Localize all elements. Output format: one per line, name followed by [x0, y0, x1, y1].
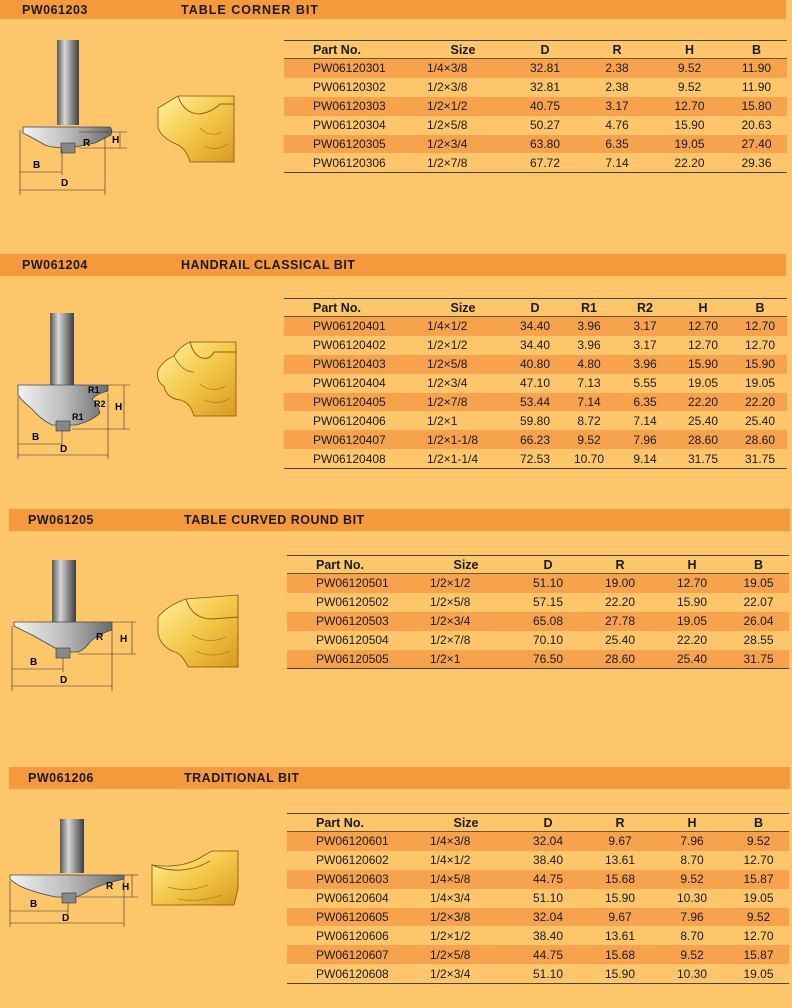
cell: 9.52: [653, 59, 726, 78]
cell: PW06120505: [287, 650, 420, 669]
cell: 1/4×3/8: [417, 59, 509, 78]
bit-diagram: [12, 309, 134, 459]
cell: 27.40: [726, 135, 787, 154]
col-header: H: [656, 814, 728, 832]
cell: PW06120402: [313, 338, 386, 353]
product-code: PW061203: [22, 2, 88, 17]
section-banner: [9, 767, 790, 789]
table-row: [287, 851, 789, 870]
table-row: [284, 153, 787, 172]
cell: PW06120304: [313, 118, 386, 133]
col-header: H: [653, 41, 726, 59]
cell: 50.27: [529, 118, 561, 133]
cell: PW06120607: [287, 945, 420, 964]
cell: 26.04: [728, 612, 789, 631]
cell: 19.00: [584, 574, 656, 593]
cell: 1/4×1/2: [430, 853, 471, 868]
cell: 25.40: [656, 650, 728, 669]
product-title: TABLE CURVED ROUND BIT: [184, 513, 365, 527]
cell: 7.96: [656, 832, 728, 851]
cell: 63.80: [509, 135, 581, 154]
cell: 12.70: [744, 338, 776, 353]
cell: 6.35: [617, 393, 673, 412]
col-header: D: [509, 299, 561, 317]
specs-table: [287, 813, 789, 984]
cell: PW06120301: [284, 59, 417, 78]
cell: 1/2×5/8: [417, 355, 509, 374]
table-row: [284, 430, 787, 449]
table-header: [287, 556, 789, 574]
col-header: R: [584, 556, 656, 574]
dim-r1-label: R1: [88, 385, 100, 395]
cell: 7.14: [561, 393, 617, 412]
cell: PW06120408: [284, 449, 417, 468]
table-row: [284, 135, 787, 154]
cell: 12.70: [743, 853, 774, 868]
cell: PW06120606: [316, 928, 389, 943]
cell: 25.40: [604, 633, 636, 648]
dim-b-label: B: [32, 432, 40, 443]
cell: 1/2×7/8: [417, 393, 509, 412]
cell: 4.80: [561, 355, 617, 374]
cell: 47.10: [519, 376, 551, 391]
cell: PW06120601: [287, 832, 420, 851]
cell: 9.67: [584, 832, 656, 851]
cell: 1/2×1: [427, 413, 458, 428]
cell: 15.68: [584, 945, 656, 964]
cell: 3.17: [633, 338, 657, 353]
cell: PW06120602: [316, 853, 389, 868]
bit-diagram: [8, 556, 138, 691]
table-row: [284, 393, 787, 412]
section-banner: [9, 509, 790, 531]
cell: 10.30: [656, 964, 728, 983]
cell: 19.05: [743, 891, 774, 906]
cell: 1/4×3/8: [420, 832, 512, 851]
col-header: R: [581, 41, 653, 59]
dim-d-label: D: [60, 675, 68, 686]
cell: 51.10: [532, 891, 564, 906]
table-row: [287, 870, 789, 889]
cell: PW06120503: [287, 612, 420, 631]
specs-table: [287, 555, 789, 669]
cell: 1/2×5/8: [427, 118, 468, 133]
cell: 34.40: [509, 317, 561, 336]
cell: 32.81: [529, 80, 561, 95]
col-header: Part No.: [284, 41, 417, 59]
cell: 3.17: [617, 317, 673, 336]
cell: 22.20: [653, 153, 726, 172]
dim-h-label: H: [120, 634, 128, 645]
product-title: TABLE CORNER BIT: [181, 2, 319, 17]
dim-d-label: D: [62, 913, 70, 924]
dim-h-label: H: [115, 402, 123, 413]
col-header: Part No.: [287, 556, 420, 574]
product-title: TRADITIONAL BIT: [184, 771, 300, 785]
cell: 44.75: [512, 870, 584, 889]
col-header: Size: [417, 299, 509, 317]
cell: 31.75: [673, 449, 733, 468]
cell: 40.75: [509, 97, 581, 116]
cell: 25.40: [687, 413, 719, 428]
cell: 1/2×1/2: [417, 97, 509, 116]
cell: 65.08: [512, 612, 584, 631]
cell: 12.70: [673, 317, 733, 336]
table-header: [287, 814, 789, 832]
cell: 22.07: [743, 595, 774, 610]
table-row: [284, 317, 787, 336]
dim-r-label: R: [96, 632, 104, 643]
cell: 7.96: [656, 908, 728, 927]
product-code: PW061206: [28, 771, 94, 785]
cell: 1/2×5/8: [420, 945, 512, 964]
cell: 7.14: [633, 413, 657, 428]
cell: 2.38: [605, 80, 629, 95]
col-header: Part No.: [287, 814, 420, 832]
cell: PW06120605: [287, 908, 420, 927]
cell: 31.75: [733, 449, 787, 468]
cell: 44.75: [512, 945, 584, 964]
cell: 9.52: [728, 832, 789, 851]
cell: 1/2×3/4: [427, 376, 468, 391]
table-row: [287, 593, 789, 612]
cell: 1/2×7/8: [430, 633, 471, 648]
table-row: [284, 355, 787, 374]
table-row: [284, 97, 787, 116]
cell: 19.05: [728, 964, 789, 983]
dim-b-label: B: [30, 657, 38, 668]
dim-d-label: D: [61, 178, 69, 189]
cell: 38.40: [532, 928, 564, 943]
col-header: Size: [417, 41, 509, 59]
product-code: PW061205: [28, 513, 94, 527]
cell: 1/2×1/2: [420, 574, 512, 593]
cell: 38.40: [532, 853, 564, 868]
cell: PW06120407: [284, 430, 417, 449]
cell: PW06120401: [284, 317, 417, 336]
cell: 11.90: [726, 59, 787, 78]
cell: 32.04: [512, 832, 584, 851]
cell: 1/2×3/4: [420, 964, 512, 983]
table-row: [284, 449, 787, 468]
bit-diagram: [15, 35, 127, 195]
cell: 15.90: [673, 355, 733, 374]
dim-r1-label: R1: [72, 412, 84, 422]
cell: PW06120303: [284, 97, 417, 116]
table-row: [287, 631, 789, 650]
cell: 12.70: [687, 338, 719, 353]
cell: 32.04: [512, 908, 584, 927]
cell: 15.87: [728, 945, 789, 964]
table-row: [287, 650, 789, 669]
cell: 1/2×3/8: [427, 80, 468, 95]
cell: 1/2×3/8: [420, 908, 512, 927]
cell: 15.90: [733, 355, 787, 374]
cell: 2.38: [581, 59, 653, 78]
cell: 15.87: [728, 870, 789, 889]
cell: 12.70: [653, 97, 726, 116]
cell: 11.90: [741, 80, 772, 95]
cell: 10.70: [561, 449, 617, 468]
cell: 8.72: [577, 413, 601, 428]
cell: 25.40: [744, 413, 776, 428]
table-row: [284, 116, 787, 135]
cell: 9.14: [617, 449, 673, 468]
cell: 9.52: [728, 908, 789, 927]
cell: 15.90: [604, 891, 636, 906]
col-header: Size: [420, 814, 512, 832]
cell: 53.44: [509, 393, 561, 412]
table-row: [287, 889, 789, 908]
cell: 12.70: [656, 574, 728, 593]
table-row: [284, 374, 787, 393]
wood-profile-image: [150, 336, 240, 420]
cell: 28.60: [584, 650, 656, 669]
cell: 13.61: [604, 853, 636, 868]
col-header: D: [512, 814, 584, 832]
section-banner: [0, 0, 786, 19]
cell: 34.40: [519, 338, 551, 353]
col-header: Size: [420, 556, 512, 574]
cell: 8.70: [680, 853, 704, 868]
table-row: [287, 612, 789, 631]
cell: 9.52: [677, 80, 702, 95]
cell: 72.53: [509, 449, 561, 468]
cell: 15.90: [676, 595, 708, 610]
cell: 40.80: [509, 355, 561, 374]
cell: 28.60: [673, 430, 733, 449]
wood-profile-image: [150, 88, 238, 166]
table-row: [287, 574, 789, 593]
col-header: B: [728, 814, 789, 832]
cell: 67.72: [509, 153, 581, 172]
cell: 9.52: [656, 870, 728, 889]
col-header: B: [728, 556, 789, 574]
cell: 19.05: [744, 376, 776, 391]
cell: 1/4×5/8: [420, 870, 512, 889]
cell: 7.13: [577, 376, 601, 391]
wood-profile-image: [148, 849, 240, 909]
cell: PW06120405: [284, 393, 417, 412]
cell: PW06120406: [313, 413, 386, 428]
table-row: [287, 964, 789, 983]
cell: 15.80: [726, 97, 787, 116]
cell: 19.05: [728, 574, 789, 593]
cell: 4.76: [605, 118, 629, 133]
col-header: R: [584, 814, 656, 832]
cell: 10.30: [676, 891, 708, 906]
cell: 13.61: [604, 928, 636, 943]
table-row: [284, 411, 787, 430]
dim-r-label: R: [83, 138, 91, 149]
cell: 9.67: [584, 908, 656, 927]
cell: 9.52: [656, 945, 728, 964]
cell: 19.05: [653, 135, 726, 154]
dim-b-label: B: [33, 160, 41, 171]
product-code: PW061204: [22, 258, 88, 272]
cell: 22.20: [733, 393, 787, 412]
dim-h-label: H: [122, 882, 130, 893]
cell: PW06120306: [284, 153, 417, 172]
table-row: [287, 926, 789, 945]
cell: 15.90: [674, 118, 705, 133]
cell: 19.05: [656, 612, 728, 631]
cell: 70.10: [532, 633, 564, 648]
cell: 51.10: [512, 574, 584, 593]
cell: 22.20: [604, 595, 636, 610]
table-header: [284, 41, 787, 59]
table-row: [284, 59, 787, 78]
dim-r-label: R: [106, 881, 114, 892]
col-header: B: [733, 299, 787, 317]
cell: 1/2×1-1/4: [417, 449, 509, 468]
cell: 59.80: [519, 413, 551, 428]
cell: 28.55: [743, 633, 774, 648]
cell: PW06120403: [284, 355, 417, 374]
cell: PW06120404: [313, 376, 386, 391]
cell: 1/4×1/2: [417, 317, 509, 336]
cell: 66.23: [509, 430, 561, 449]
cell: 22.20: [676, 633, 708, 648]
cell: 1/4×3/4: [430, 891, 471, 906]
cell: PW06120305: [284, 135, 417, 154]
col-header: Part No.: [284, 299, 417, 317]
col-header: D: [509, 41, 581, 59]
cell: 1/2×1/2: [427, 338, 468, 353]
cell: 29.36: [726, 153, 787, 172]
cell: 1/2×1/2: [430, 928, 471, 943]
cell: PW06120603: [287, 870, 420, 889]
cell: 6.35: [581, 135, 653, 154]
section-banner: [0, 254, 786, 276]
cell: PW06120502: [316, 595, 389, 610]
cell: 51.10: [512, 964, 584, 983]
cell: 9.52: [561, 430, 617, 449]
cell: 57.15: [532, 595, 564, 610]
cell: PW06120302: [313, 80, 386, 95]
cell: 3.17: [581, 97, 653, 116]
cell: 20.63: [741, 118, 772, 133]
cell: PW06120504: [316, 633, 389, 648]
table-row: [287, 832, 789, 851]
cell: 3.96: [617, 355, 673, 374]
dim-r2-label: R2: [94, 399, 106, 409]
specs-table: [284, 298, 787, 469]
cell: 12.70: [743, 928, 774, 943]
cell: 15.90: [584, 964, 656, 983]
dim-h-label: H: [112, 135, 120, 146]
cell: PW06120608: [287, 964, 420, 983]
table-row: [284, 336, 787, 355]
wood-profile-image: [152, 589, 242, 673]
table-header: [284, 299, 787, 317]
cell: 7.14: [581, 153, 653, 172]
table-row: [287, 908, 789, 927]
dim-d-label: D: [60, 444, 68, 455]
cell: 31.75: [728, 650, 789, 669]
product-title: HANDRAIL CLASSICAL BIT: [181, 258, 356, 272]
cell: 1/2×7/8: [417, 153, 509, 172]
cell: 8.70: [680, 928, 704, 943]
cell: 28.60: [733, 430, 787, 449]
cell: 5.55: [633, 376, 657, 391]
cell: 1/2×3/4: [417, 135, 509, 154]
cell: 27.78: [584, 612, 656, 631]
col-header: H: [656, 556, 728, 574]
col-header: B: [726, 41, 787, 59]
col-header: R1: [561, 299, 617, 317]
cell: 7.96: [617, 430, 673, 449]
col-header: R2: [617, 299, 673, 317]
cell: 3.96: [561, 317, 617, 336]
specs-table: [284, 40, 787, 173]
dim-b-label: B: [30, 899, 38, 910]
table-row: [284, 78, 787, 97]
cell: 1/2×5/8: [430, 595, 471, 610]
cell: 1/2×3/4: [420, 612, 512, 631]
cell: 22.20: [673, 393, 733, 412]
bit-diagram: [6, 815, 140, 927]
cell: 19.05: [687, 376, 719, 391]
cell: 15.68: [584, 870, 656, 889]
table-row: [287, 945, 789, 964]
col-header: H: [673, 299, 733, 317]
cell: 12.70: [733, 317, 787, 336]
cell: 1/2×1-1/8: [417, 430, 509, 449]
cell: 3.96: [577, 338, 601, 353]
cell: PW06120604: [316, 891, 389, 906]
cell: 32.81: [509, 59, 581, 78]
col-header: D: [512, 556, 584, 574]
cell: 1/2×1: [420, 650, 512, 669]
cell: PW06120501: [287, 574, 420, 593]
cell: 76.50: [512, 650, 584, 669]
